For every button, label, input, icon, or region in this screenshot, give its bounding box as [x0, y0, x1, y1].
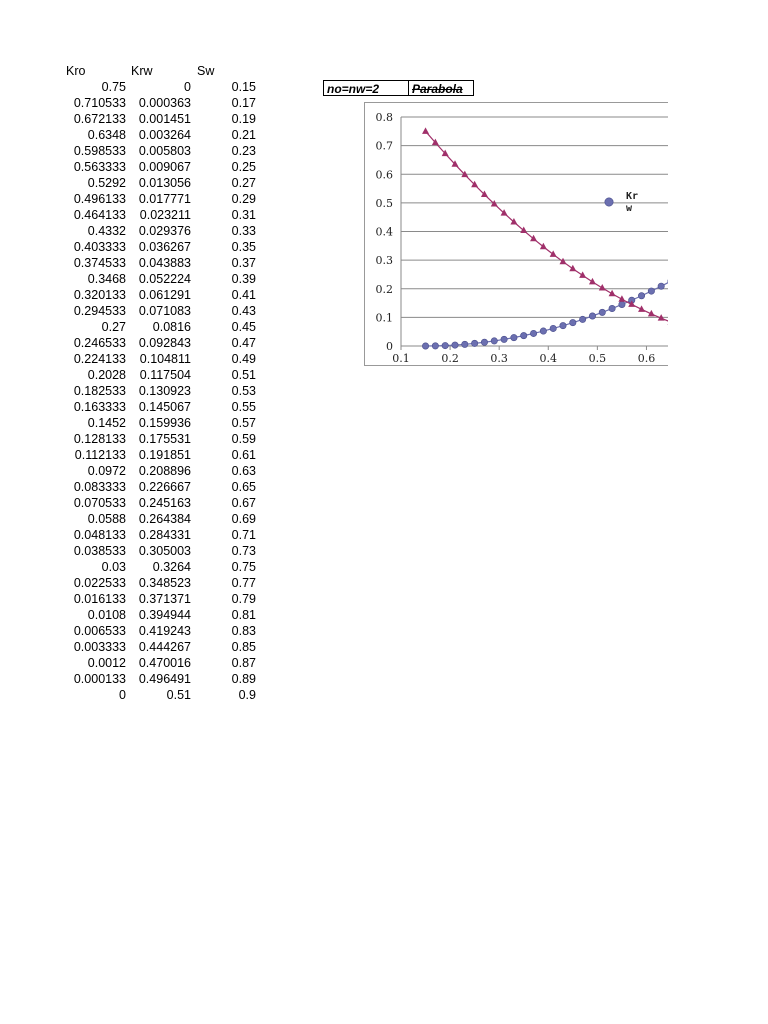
sw-cell[interactable]: 0.77 [231, 576, 256, 590]
kro-cell[interactable]: 0.563333 [73, 160, 126, 174]
krw-cell[interactable]: 0.226667 [138, 480, 191, 494]
kro-cell[interactable]: 0.0108 [87, 608, 126, 622]
sw-cell[interactable]: 0.65 [231, 480, 256, 494]
x-tick-label: 0.1 [392, 352, 410, 365]
krw-cell[interactable]: 0.394944 [138, 608, 191, 622]
table-row [60, 527, 256, 543]
sw-cell[interactable]: 0.37 [231, 256, 256, 270]
data-point [471, 340, 477, 346]
sw-cell[interactable]: 0.67 [231, 496, 256, 510]
data-table [60, 79, 256, 703]
data-point [560, 258, 567, 265]
krw-cell[interactable]: 0.013056 [138, 176, 191, 190]
data-point [501, 336, 507, 342]
krw-cell[interactable]: 0.117504 [139, 368, 191, 382]
table-row [60, 95, 256, 111]
sw-cell[interactable]: 0.81 [231, 608, 256, 622]
data-point [530, 235, 537, 242]
sw-cell[interactable]: 0.61 [231, 448, 256, 462]
krw-cell[interactable]: 0.371371 [138, 592, 191, 606]
data-point [422, 127, 429, 134]
krw-cell[interactable]: 0.052224 [138, 272, 191, 286]
sw-cell[interactable]: 0.79 [231, 592, 256, 606]
sw-cell[interactable]: 0.25 [231, 160, 256, 174]
table-row [60, 335, 256, 351]
data-point [481, 339, 487, 345]
sw-cell[interactable]: 0.15 [231, 80, 256, 94]
sw-cell[interactable]: 0.35 [231, 240, 256, 254]
krw-cell[interactable]: 0.191851 [138, 448, 191, 462]
kro-cell[interactable]: 0.016133 [73, 592, 126, 606]
kro-cell[interactable]: 0.0588 [87, 512, 126, 526]
krw-cell[interactable]: 0.017771 [138, 192, 191, 206]
data-point [579, 316, 585, 322]
krw-cell[interactable]: 0.175531 [138, 432, 191, 446]
krw-cell[interactable]: 0.0816 [152, 320, 191, 334]
kro-cell[interactable]: 0.496133 [73, 192, 126, 206]
chart-area[interactable] [364, 102, 668, 366]
data-point [599, 309, 605, 315]
sw-cell[interactable]: 0.87 [231, 656, 256, 670]
krw-cell[interactable]: 0.145067 [138, 400, 191, 414]
sw-cell[interactable]: 0.45 [231, 320, 256, 334]
krw-cell[interactable]: 0.061291 [138, 288, 191, 302]
kro-cell[interactable]: 0.006533 [73, 624, 126, 638]
data-point [570, 319, 576, 325]
kro-cell[interactable]: 0.003333 [73, 640, 126, 654]
kro-cell[interactable]: 0.294533 [73, 304, 126, 318]
table-row [60, 223, 256, 239]
y-tick-label: 0.3 [375, 254, 393, 268]
table-row [60, 415, 256, 431]
sw-cell[interactable]: 0.63 [231, 464, 256, 478]
krw-cell[interactable]: 0.036267 [138, 240, 191, 254]
sw-cell[interactable]: 0.83 [231, 624, 256, 638]
sw-cell[interactable]: 0.33 [231, 224, 256, 238]
kro-cell[interactable]: 0.1452 [87, 416, 126, 430]
sw-cell[interactable]: 0.57 [231, 416, 256, 430]
y-tick-label: 0 [386, 340, 393, 353]
table-row [60, 207, 256, 223]
krw-cell[interactable]: 0.284331 [138, 528, 191, 542]
kro-cell[interactable]: 0.0012 [87, 656, 126, 670]
kro-cell[interactable]: 0.75 [101, 80, 126, 94]
data-point [511, 334, 517, 340]
sw-cell[interactable]: 0.73 [231, 544, 256, 558]
data-point [550, 250, 557, 257]
data-point [609, 305, 615, 311]
krw-cell[interactable]: 0.130923 [138, 384, 191, 398]
sw-cell[interactable]: 0.47 [231, 336, 256, 350]
krw-cell[interactable]: 0.348523 [138, 576, 191, 590]
data-point [521, 332, 527, 338]
kro-cell[interactable]: 0.672133 [73, 112, 126, 126]
krw-cell[interactable]: 0.419243 [138, 624, 191, 638]
table-row [60, 463, 256, 479]
legend-marker [605, 198, 613, 206]
kro-cell[interactable]: 0.710533 [73, 96, 126, 110]
x-tick-label: 0.5 [588, 352, 607, 365]
sw-cell[interactable]: 0.55 [231, 400, 256, 414]
table-row [60, 79, 256, 95]
table-row [60, 671, 256, 687]
data-point [530, 330, 536, 336]
kro-cell[interactable]: 0.0972 [87, 464, 126, 478]
y-tick-label: 0.1 [375, 311, 393, 325]
krw-cell[interactable]: 0.029376 [138, 224, 191, 238]
kro-cell[interactable]: 0.224133 [73, 352, 126, 366]
sw-cell[interactable]: 0.9 [238, 688, 256, 702]
table-row [60, 623, 256, 639]
krw-cell[interactable]: 0.071083 [138, 304, 191, 318]
table-row [60, 431, 256, 447]
kro-cell[interactable]: 0 [119, 688, 126, 702]
y-tick-label: 0.7 [375, 139, 393, 153]
kro-cell[interactable]: 0.112133 [74, 448, 126, 462]
table-row [60, 447, 256, 463]
kro-cell[interactable]: 0.464133 [73, 208, 126, 222]
sw-cell[interactable]: 0.41 [231, 288, 256, 302]
sw-cell[interactable]: 0.43 [231, 304, 256, 318]
y-tick-label: 0.6 [375, 168, 393, 182]
krw-cell[interactable]: 0.305003 [138, 544, 191, 558]
data-point [609, 290, 616, 297]
kro-cell[interactable]: 0.038533 [73, 544, 126, 558]
data-point [560, 322, 566, 328]
data-point [550, 325, 556, 331]
table-row [60, 687, 256, 703]
data-point [569, 265, 576, 272]
table-row [60, 607, 256, 623]
kro-cell[interactable]: 0.000133 [73, 672, 126, 686]
table-row [60, 559, 256, 575]
sw-cell[interactable]: 0.23 [231, 144, 256, 158]
table-row [60, 495, 256, 511]
sw-cell[interactable]: 0.29 [231, 192, 256, 206]
exponent-label-cell[interactable]: no=nw=2 [323, 80, 409, 96]
krw-cell[interactable]: 0.470016 [138, 656, 191, 670]
series-line [426, 281, 668, 346]
relperm-chart [365, 103, 668, 366]
table-row [60, 655, 256, 671]
krw-cell[interactable]: 0.043883 [138, 256, 191, 270]
header-krw[interactable]: Krw [131, 64, 153, 78]
krw-cell[interactable]: 0.104811 [139, 352, 191, 366]
kro-cell[interactable]: 0.246533 [73, 336, 126, 350]
data-point [452, 342, 458, 348]
table-row [60, 511, 256, 527]
kro-cell[interactable]: 0.182533 [73, 384, 126, 398]
header-kro[interactable]: Kro [66, 64, 86, 78]
table-row [60, 127, 256, 143]
kro-cell[interactable]: 0.022533 [73, 576, 126, 590]
data-point [491, 338, 497, 344]
y-tick-label: 0.4 [375, 225, 393, 239]
sw-cell[interactable]: 0.75 [231, 560, 256, 574]
krw-cell[interactable]: 0.3264 [152, 560, 191, 574]
krw-cell[interactable]: 0 [184, 80, 191, 94]
krw-cell[interactable]: 0.023211 [139, 208, 191, 222]
sw-cell[interactable]: 0.49 [231, 352, 256, 366]
kro-cell[interactable]: 0.598533 [73, 144, 126, 158]
data-point [579, 271, 586, 278]
table-row [60, 191, 256, 207]
kro-cell[interactable]: 0.128133 [73, 432, 126, 446]
table-row [60, 479, 256, 495]
krw-cell[interactable]: 0.245163 [138, 496, 191, 510]
data-point [619, 301, 625, 307]
table-row [60, 383, 256, 399]
sw-cell[interactable]: 0.19 [231, 112, 256, 126]
sw-cell[interactable]: 0.89 [231, 672, 256, 686]
kro-cell[interactable]: 0.403333 [73, 240, 126, 254]
x-tick-label: 0.2 [441, 352, 459, 365]
data-point [442, 342, 448, 348]
legend-label: Kr [626, 191, 639, 202]
kro-cell[interactable]: 0.03 [101, 560, 126, 574]
data-point [540, 243, 547, 250]
sw-cell[interactable]: 0.69 [231, 512, 256, 526]
krw-cell[interactable]: 0.496491 [138, 672, 191, 686]
kro-cell[interactable]: 0.163333 [73, 400, 126, 414]
model-label-cell[interactable]: Parabola [408, 80, 474, 96]
data-point [510, 218, 517, 225]
kro-cell[interactable]: 0.048133 [73, 528, 126, 542]
sw-cell[interactable]: 0.17 [231, 96, 256, 110]
table-row [60, 543, 256, 559]
sw-cell[interactable]: 0.53 [231, 384, 256, 398]
krw-cell[interactable]: 0.092843 [138, 336, 191, 350]
table-row [60, 143, 256, 159]
sw-cell[interactable]: 0.71 [231, 528, 256, 542]
table-row [60, 111, 256, 127]
table-row [60, 639, 256, 655]
sw-cell[interactable]: 0.39 [231, 272, 256, 286]
data-point [648, 288, 654, 294]
sw-cell[interactable]: 0.31 [231, 208, 256, 222]
krw-cell[interactable]: 0.009067 [138, 160, 191, 174]
data-point [638, 293, 644, 299]
kro-cell[interactable]: 0.27 [101, 320, 126, 334]
table-row [60, 271, 256, 287]
table-row [60, 239, 256, 255]
krw-cell[interactable]: 0.51 [166, 688, 191, 702]
kro-cell[interactable]: 0.5292 [87, 176, 126, 190]
kro-cell[interactable]: 0.070533 [73, 496, 126, 510]
kro-cell[interactable]: 0.4332 [87, 224, 126, 238]
krw-cell[interactable]: 0.005803 [138, 144, 191, 158]
table-row [60, 399, 256, 415]
sw-cell[interactable]: 0.85 [231, 640, 256, 654]
data-point [540, 328, 546, 334]
sw-cell[interactable]: 0.59 [231, 432, 256, 446]
y-tick-label: 0.2 [375, 282, 393, 296]
sw-cell[interactable]: 0.21 [231, 128, 256, 142]
kro-cell[interactable]: 0.374533 [73, 256, 126, 270]
data-point [658, 283, 664, 289]
krw-cell[interactable]: 0.001451 [138, 112, 191, 126]
legend-label: w [626, 203, 633, 214]
table-row [60, 287, 256, 303]
kro-cell[interactable]: 0.320133 [73, 288, 126, 302]
krw-cell[interactable]: 0.208896 [138, 464, 191, 478]
sw-cell[interactable]: 0.51 [231, 368, 256, 382]
table-row [60, 367, 256, 383]
x-tick-label: 0.3 [490, 352, 508, 365]
x-tick-label: 0.6 [637, 352, 656, 365]
header-sw[interactable]: Sw [197, 64, 215, 78]
x-tick-label: 0.4 [539, 352, 558, 365]
krw-cell[interactable]: 0.444267 [138, 640, 191, 654]
data-point [422, 343, 428, 349]
kro-cell[interactable]: 0.083333 [73, 480, 126, 494]
table-row [60, 591, 256, 607]
krw-cell[interactable]: 0.159936 [138, 416, 191, 430]
sw-cell[interactable]: 0.27 [231, 176, 256, 190]
kro-cell[interactable]: 0.6348 [87, 128, 126, 142]
krw-cell[interactable]: 0.264384 [138, 512, 191, 526]
krw-cell[interactable]: 0.000363 [138, 96, 191, 110]
data-point [589, 278, 596, 285]
y-tick-label: 0.8 [375, 111, 393, 124]
table-row [60, 255, 256, 271]
data-point [599, 284, 606, 291]
kro-cell[interactable]: 0.3468 [87, 272, 126, 286]
table-row [60, 351, 256, 367]
kro-cell[interactable]: 0.2028 [87, 368, 126, 382]
data-point [432, 343, 438, 349]
table-row [60, 175, 256, 191]
table-row [60, 303, 256, 319]
krw-cell[interactable]: 0.003264 [138, 128, 191, 142]
table-row [60, 319, 256, 335]
data-point [462, 341, 468, 347]
data-point [589, 313, 595, 319]
table-row [60, 575, 256, 591]
table-row [60, 159, 256, 175]
series-line [426, 131, 668, 322]
data-point [520, 227, 527, 234]
y-tick-label: 0.5 [375, 196, 393, 210]
